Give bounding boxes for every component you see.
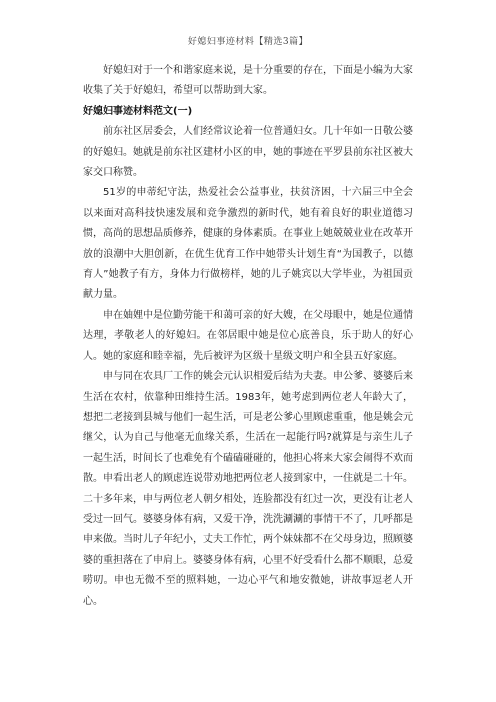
body-paragraph-1: 前东社区居委会，人们经常议论着一位普通妇女。几十年如一日敬公婆的好媳妇。她就是前东社区建材小区的申，她的事迹在平罗县前东社区被大家交口称赞。 bbox=[83, 126, 413, 179]
document-title: 好媳妇事迹材料【精选3篇】 bbox=[187, 37, 309, 47]
body-paragraph-3: 申在妯娌中是位勤劳能干和蔼可亲的好大嫂，在父母眼中，她是位通情达理，孝敬老人的好媳妇。在邻居眼中她是位心底善良，乐于助人的好心人。她的家庭和睦幸福，先后被评为区级十星级文明户和全县五好家庭。 bbox=[83, 309, 413, 362]
section-heading: 好媳妇事迹材料范文(一) bbox=[83, 105, 193, 117]
body-paragraph-2: 51岁的申蒂纪守法，热爱社会公益事业，扶贫济困，十六届三中全会以来面对高科技快速发展和竞争激烈的新时代，她有着良好的职业道德习惯，高尚的思想品质修养，健康的身体素质。在事业上她兢兢业业在改革开放的浪潮中大胆创新，在优生优育工作中她带头计划生育“为国教子，以德育人”她教子有方，身体力行做榜样，她的儿子姚宾以大学毕业，为祖国贡献力量。 bbox=[83, 187, 413, 301]
document-page bbox=[83, 34, 413, 612]
intro-paragraph: 好媳妇对于一个和谐家庭来说，是十分重要的存在，下面是小编为大家收集了关于好媳妇，希望可以帮助到大家。 bbox=[83, 65, 413, 97]
body-paragraph-4: 申与同在农具厂工作的姚会元认识相爱后结为夫妻。申公爹、婆婆后来生活在农村，依靠种田维持生活。1983年，她考虑到两位老人年龄大了，想把二老接到县城与他们一起生活，可是老公爹心里顾虑重重，他是姚会元继父，认为自己与他毫无血缘关系，生活在一起能行吗?就算是与亲生儿子一起生活，时间长了也难免有个磕磕碰碰的，他担心将来大家会闹得不欢而散。申看出老人的顾虑连说带劝地把两位老人接到家中，一住就是二十年。二十多年来，申与两位老人朝夕相处，连脸都没有红过一次，更没有让老人受过一回气。婆婆身体有病，又爱干净，洗洗涮涮的事情干不了，几呼都是申来做。当时儿子年纪小，丈夫工作忙，两个妹妹都不在父母身边，照顾婆婆的重担落在了申肩上。婆婆身体有病，心里不好受看什么都不顺眼，总爱唠叨。申也无微不至的照料她，一边心平气和地安微她，讲故事逗老人开心。 bbox=[83, 371, 413, 607]
